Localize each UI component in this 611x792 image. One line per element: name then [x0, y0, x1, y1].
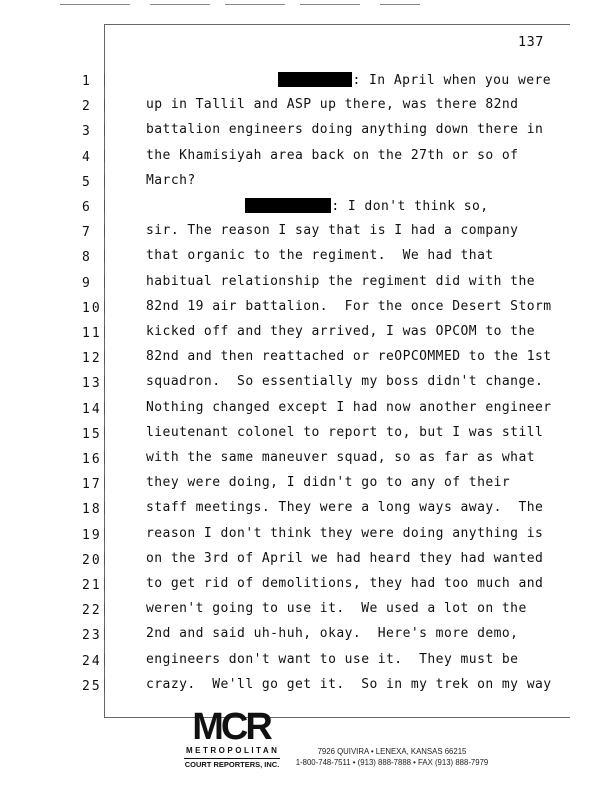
transcript-line: reason I don't think they were doing anything is — [146, 526, 544, 541]
transcript-line: lieutenant colonel to report to, but I was still — [146, 425, 544, 440]
line-number: 17 — [82, 477, 106, 492]
line-number: 25 — [82, 679, 106, 694]
line-number: 4 — [82, 150, 106, 165]
redaction-block — [245, 198, 331, 213]
transcript-line: they were doing, I didn't go to any of their — [146, 475, 511, 490]
transcript-line: weren't going to use it. We used a lot on the — [146, 601, 527, 616]
transcript-line: squadron. So essentially my boss didn't change. — [146, 374, 544, 389]
transcript-line: sir. The reason I say that is I had a company — [146, 223, 519, 238]
line-number: 3 — [82, 124, 106, 139]
line-number: 2 — [82, 99, 106, 114]
line-number: 13 — [82, 376, 106, 391]
transcript-line: crazy. We'll go get it. So in my trek on my way — [146, 677, 552, 692]
transcript-line-text: : I don't think so, — [331, 199, 489, 214]
transcript-line: Nothing changed except I had now another engineer — [146, 400, 552, 415]
transcript-line: with the same maneuver squad, so as far as what — [146, 450, 536, 465]
line-number: 20 — [82, 553, 106, 568]
transcript-line: that organic to the regiment. We had that — [146, 248, 494, 263]
transcript-line: the Khamisiyah area back on the 27th or so of — [146, 148, 519, 163]
line-number: 7 — [82, 225, 106, 240]
line-number: 10 — [82, 301, 106, 316]
transcript-line: kicked off and they arrived, I was OPCOM to the — [146, 324, 536, 339]
scan-artifact-line — [380, 4, 420, 5]
transcript-line: battalion engineers doing anything down there in — [146, 122, 544, 137]
redaction-block — [278, 72, 352, 87]
transcript-line — [146, 72, 551, 89]
line-number: 1 — [82, 74, 106, 89]
scan-artifact-line — [150, 4, 210, 5]
transcript-line — [146, 198, 489, 215]
transcript-line: 82nd and then reattached or reOPCOMMED to the 1st — [146, 349, 552, 364]
line-number: 21 — [82, 578, 106, 593]
line-number: 6 — [82, 200, 106, 215]
mcr-logo — [184, 706, 280, 769]
transcript-line: March? — [146, 173, 196, 188]
transcript-line: staff meetings. They were a long ways away. The — [146, 500, 544, 515]
line-number: 15 — [82, 427, 106, 442]
line-number: 12 — [82, 351, 106, 366]
line-number: 18 — [82, 502, 106, 517]
line-number: 24 — [82, 654, 106, 669]
transcript-line: 2nd and said uh-huh, okay. Here's more demo, — [146, 626, 519, 641]
transcript-line-text: : In April when you were — [352, 73, 552, 88]
indent — [146, 73, 278, 88]
page-number: 137 — [518, 34, 544, 50]
line-number: 16 — [82, 452, 106, 467]
scan-artifact-line — [60, 4, 130, 5]
transcript-line: to get rid of demolitions, they had too much and — [146, 576, 544, 591]
scan-artifact-line — [225, 4, 285, 5]
line-number: 11 — [82, 326, 106, 341]
line-number: 19 — [82, 528, 106, 543]
line-number: 14 — [82, 402, 106, 417]
transcript-line: on the 3rd of April we had heard they had wanted — [146, 551, 544, 566]
line-number: 8 — [82, 250, 106, 265]
address-line-2: 1-800-748-7511 • (913) 888-7888 • FAX (913) 888-7979 — [295, 758, 489, 767]
line-number: 9 — [82, 276, 106, 291]
line-number: 22 — [82, 603, 106, 618]
indent — [146, 199, 245, 214]
scan-artifact-line — [300, 4, 360, 5]
transcript-line: up in Tallil and ASP up there, was there 82nd — [146, 97, 519, 112]
line-number: 23 — [82, 628, 106, 643]
transcript-line: 82nd 19 air battalion. For the once Desert Storm — [146, 299, 552, 314]
logo-line-court-reporters: COURT REPORTERS, INC. — [184, 760, 280, 769]
transcript-line: habitual relationship the regiment did with the — [146, 274, 536, 289]
line-number: 5 — [82, 175, 106, 190]
logo-letters: MCR — [192, 706, 270, 748]
transcript-line: engineers don't want to use it. They must be — [146, 652, 519, 667]
footer-address — [282, 746, 502, 768]
logo-line-metropolitan: METROPOLITAN — [186, 746, 280, 755]
address-line-1: 7926 QUIVIRA • LENEXA, KANSAS 66215 — [317, 747, 467, 756]
